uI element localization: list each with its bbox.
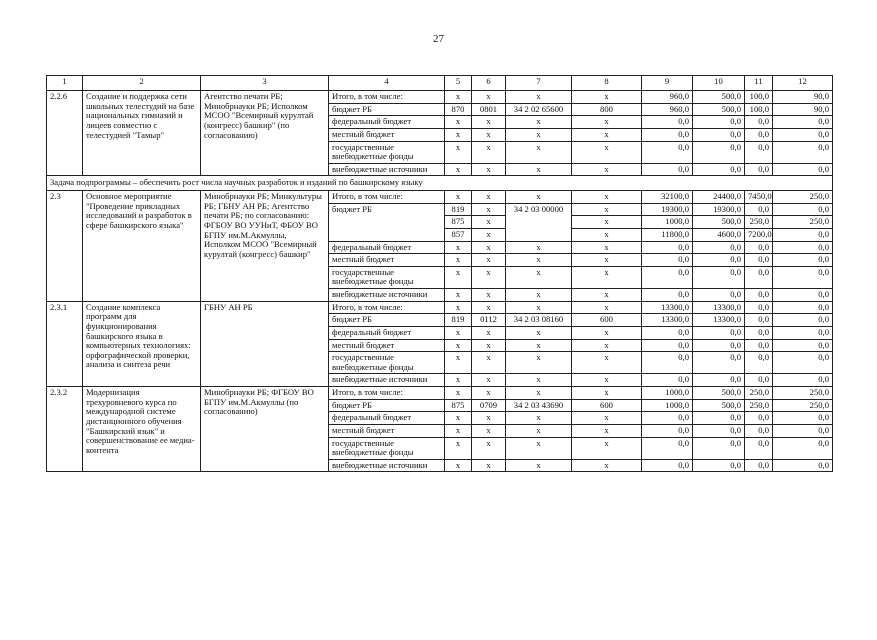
table-cell: 0,0 [745,424,773,437]
measure-231-executor: ГБНУ АН РБ [201,301,329,386]
table-cell: x [445,163,472,176]
table-cell: 0,0 [642,266,693,288]
table-cell: x [445,301,472,314]
table-cell: x [472,412,506,425]
table-cell: x [506,266,572,288]
column-header: 11 [745,76,773,91]
table-cell: 875 [445,399,472,412]
table-cell: 800 [572,103,642,116]
table-cell: 600 [572,314,642,327]
measure-226-number: 2.2.6 [47,91,83,176]
measure-226-row [47,91,833,104]
task-row [47,176,833,191]
table-cell: 0,0 [642,241,693,254]
table-cell: x [472,266,506,288]
measure-226-name: Создание и поддержка сети школьных телестудий на базе национальных гимназий и лицеев совместно с телестудией "Тамыр" [83,91,201,176]
table-cell: 0,0 [745,437,773,459]
table-cell: 0,0 [773,374,833,387]
table-cell: 0,0 [745,301,773,314]
table-cell: 0,0 [642,128,693,141]
table-cell: x [506,352,572,374]
table-cell: x [445,116,472,129]
measure-232-name: Модернизация трехуровневого курса по международной системе дистанционного обучения "Башкирский язык" и совершенствование ее медиа-контента [83,387,201,472]
table-cell: 250,0 [773,191,833,204]
table-cell: x [506,412,572,425]
table-cell: 7450,0 [745,191,773,204]
source-label: внебюджетные источники [329,459,445,472]
table-cell: 34 2 02 65600 [506,103,572,116]
column-header: 9 [642,76,693,91]
table-cell: x [572,91,642,104]
table-cell: 0,0 [693,374,745,387]
table-cell: 34 2 03 08160 [506,314,572,327]
table-cell: 90,0 [773,103,833,116]
table-cell: 0,0 [773,254,833,267]
table-cell: 600 [572,399,642,412]
table-cell: 0,0 [693,424,745,437]
table-cell: 0,0 [642,352,693,374]
table-cell: 0,0 [693,289,745,302]
table-cell: 13300,0 [642,314,693,327]
table-cell: x [472,289,506,302]
table-cell: x [572,141,642,163]
table-cell: 0,0 [745,314,773,327]
source-label: государственные внебюджетные фонды [329,437,445,459]
table-cell: 7200,0 [745,228,773,241]
table-cell: 1000,0 [642,387,693,400]
source-label: федеральный бюджет [329,412,445,425]
table-cell: 0,0 [642,289,693,302]
table-cell: x [472,116,506,129]
table-cell: 0,0 [642,374,693,387]
table-cell: 819 [445,203,472,216]
table-cell: x [506,128,572,141]
table-cell: x [472,203,506,216]
table-cell: 0,0 [745,459,773,472]
table-cell: 0,0 [693,241,745,254]
table-cell: x [472,339,506,352]
table-cell: x [506,91,572,104]
table-cell: 0,0 [745,352,773,374]
table-cell: 34 2 03 43690 [506,399,572,412]
table-cell: 0112 [472,314,506,327]
column-header: 7 [506,76,572,91]
table-cell: x [445,339,472,352]
table-cell: x [445,289,472,302]
table-cell: 0,0 [642,141,693,163]
table-cell: 250,0 [773,216,833,229]
table-cell: 250,0 [773,399,833,412]
source-label: Итого, в том числе: [329,91,445,104]
table-cell: 250,0 [745,399,773,412]
measure-23-number: 2.3 [47,191,83,302]
table-cell: x [445,412,472,425]
table-cell: 0,0 [642,437,693,459]
column-header: 8 [572,76,642,91]
table-cell: x [472,191,506,204]
table-cell: x [506,163,572,176]
table-cell: 500,0 [693,91,745,104]
table-cell: x [472,301,506,314]
table-cell: 0,0 [773,128,833,141]
table-cell: x [572,289,642,302]
table-cell: 0,0 [773,459,833,472]
table-cell: x [572,424,642,437]
table-cell: 0,0 [693,459,745,472]
measure-23-row [47,191,833,204]
column-header: 1 [47,76,83,91]
table-cell: 500,0 [693,387,745,400]
source-label: бюджет РБ [329,103,445,116]
table-cell: 0,0 [773,266,833,288]
table-cell: x [572,352,642,374]
table-cell: x [445,424,472,437]
table-cell: x [572,191,642,204]
table-cell: x [445,352,472,374]
table-cell: x [572,339,642,352]
table-cell: x [472,437,506,459]
table-cell: x [506,116,572,129]
table-cell: 0,0 [693,326,745,339]
table-cell: 0,0 [773,289,833,302]
table-cell: x [506,254,572,267]
table-cell: 0801 [472,103,506,116]
table-cell: x [506,424,572,437]
source-label: федеральный бюджет [329,116,445,129]
source-label: государственные внебюджетные фонды [329,352,445,374]
table-cell: x [445,374,472,387]
table-cell: x [445,266,472,288]
table-cell: x [506,191,572,204]
table-cell: 0,0 [773,314,833,327]
source-label: местный бюджет [329,339,445,352]
table-cell: 0,0 [745,266,773,288]
table-cell: 0,0 [693,254,745,267]
table-cell: 13300,0 [693,314,745,327]
table-cell: 250,0 [773,387,833,400]
measure-231-number: 2.3.1 [47,301,83,386]
table-cell: 0,0 [773,339,833,352]
source-label: бюджет РБ [329,399,445,412]
table-cell: x [572,241,642,254]
table-cell: 0,0 [773,301,833,314]
table-cell: 1000,0 [642,399,693,412]
table-cell: 0,0 [745,203,773,216]
table-cell: 960,0 [642,103,693,116]
table-cell: x [472,128,506,141]
table-cell: 819 [445,314,472,327]
table-cell: 0,0 [745,241,773,254]
source-label: бюджет РБ [329,314,445,327]
table-cell: 0,0 [745,412,773,425]
table-cell: 960,0 [642,91,693,104]
source-label: бюджет РБ [329,203,445,241]
table-cell: x [506,241,572,254]
table-cell: x [472,163,506,176]
header-row [47,76,833,91]
table-cell: 870 [445,103,472,116]
table-cell: 19300,0 [693,203,745,216]
source-label: федеральный бюджет [329,326,445,339]
table-cell: 250,0 [745,216,773,229]
source-label: государственные внебюджетные фонды [329,141,445,163]
table-cell: 0,0 [693,128,745,141]
table-cell: x [445,437,472,459]
table-cell: 0709 [472,399,506,412]
table-cell: x [506,301,572,314]
table-cell: 0,0 [773,228,833,241]
table-cell: x [445,241,472,254]
table-cell: 500,0 [693,103,745,116]
table-cell: 875 [445,216,472,229]
table-cell: 0,0 [693,437,745,459]
table-cell: x [572,412,642,425]
table-cell: 13300,0 [642,301,693,314]
table-cell: x [506,437,572,459]
table-cell: 100,0 [745,91,773,104]
table-cell: 0,0 [773,141,833,163]
table-cell: x [572,203,642,216]
table-cell: x [445,459,472,472]
table-cell: x [572,387,642,400]
table-cell: 500,0 [693,216,745,229]
table-cell: x [472,228,506,241]
source-label: Итого, в том числе: [329,387,445,400]
table-cell: x [445,191,472,204]
table-cell: 19300,0 [642,203,693,216]
table-cell: 0,0 [693,339,745,352]
table-cell: 0,0 [773,424,833,437]
table-cell: x [572,128,642,141]
table-cell: x [506,374,572,387]
column-header: 2 [83,76,201,91]
table-cell: 0,0 [745,374,773,387]
table-cell: x [572,254,642,267]
table-cell: 0,0 [693,141,745,163]
column-header: 5 [445,76,472,91]
table-cell: x [445,128,472,141]
table-cell: 0,0 [773,163,833,176]
table-cell: x [472,254,506,267]
table-cell: x [572,437,642,459]
source-label: внебюджетные источники [329,289,445,302]
column-header: 6 [472,76,506,91]
table-cell: 0,0 [773,116,833,129]
table-cell: 857 [445,228,472,241]
table-cell: 1000,0 [642,216,693,229]
table-cell: 0,0 [745,141,773,163]
kcsr: 34 2 03 00000 [506,203,572,241]
source-label: Итого, в том числе: [329,191,445,204]
table-cell: 0,0 [773,437,833,459]
measure-231-row [47,301,833,314]
table-cell: 0,0 [642,163,693,176]
measure-23-executor: Минобрнауки РБ; Минкультуры РБ; ГБНУ АН РБ; Агентство печати РБ; по согласованию: ФГБОУ ВО УУНиТ, ФБОУ ВО БГПУ им.М.Акмуллы, Исполком МСОО "Всемирный курултай (конгресс) башкир" [201,191,329,302]
table-cell: 13300,0 [693,301,745,314]
task-line: Задача подпрограммы – обеспечить рост числа научных разработок и изданий по башкирскому языку [47,176,833,191]
table-cell: 0,0 [745,116,773,129]
measure-231-name: Создание комплекса программ для функционирования башкирского языка в компьютерных технологиях: орфографической проверки, анализа и синтеза речи [83,301,201,386]
table-cell: x [506,141,572,163]
table-cell: 0,0 [745,326,773,339]
table-cell: 0,0 [773,241,833,254]
table-cell: 90,0 [773,91,833,104]
table-cell: x [506,326,572,339]
table-cell: 0,0 [745,339,773,352]
column-header: 3 [201,76,329,91]
table-cell: x [445,254,472,267]
table-cell: x [572,374,642,387]
table-cell: 0,0 [693,163,745,176]
measure-232-row [47,387,833,400]
table-cell: x [506,289,572,302]
table-cell: x [572,266,642,288]
table-cell: x [472,424,506,437]
measure-23-name: Основное мероприятие "Проведение прикладных исследований и разработок в сфере башкирского языка" [83,191,201,302]
table-cell: x [572,326,642,339]
table-cell: x [472,91,506,104]
page-number: 27 [433,33,444,45]
source-label: внебюджетные источники [329,374,445,387]
table-cell: 0,0 [693,352,745,374]
table-cell: 0,0 [642,459,693,472]
column-header: 10 [693,76,745,91]
table-cell: x [472,141,506,163]
table-cell: x [572,228,642,241]
table-cell: x [472,387,506,400]
table-cell: 250,0 [745,387,773,400]
source-label: Итого, в том числе: [329,301,445,314]
measure-232-number: 2.3.2 [47,387,83,472]
table-cell: 32100,0 [642,191,693,204]
table-cell: x [472,459,506,472]
table-cell: 0,0 [693,412,745,425]
table-cell: x [445,326,472,339]
table-cell: x [445,91,472,104]
table-cell: x [506,339,572,352]
financing-table [46,75,833,472]
source-label: федеральный бюджет [329,241,445,254]
source-label: внебюджетные источники [329,163,445,176]
source-label: местный бюджет [329,254,445,267]
source-label: местный бюджет [329,424,445,437]
table-cell: 0,0 [745,289,773,302]
table-cell: 500,0 [693,399,745,412]
table-cell: 0,0 [693,266,745,288]
table-cell: 0,0 [745,254,773,267]
table-cell: 0,0 [745,128,773,141]
table-cell: x [472,374,506,387]
table-cell: 0,0 [642,116,693,129]
table-cell: x [472,352,506,374]
table-cell: 24400,0 [693,191,745,204]
table-cell: x [472,326,506,339]
table-cell: x [506,387,572,400]
column-header: 4 [329,76,445,91]
table-cell: x [445,387,472,400]
table-cell: 0,0 [773,352,833,374]
source-label: государственные внебюджетные фонды [329,266,445,288]
source-label: местный бюджет [329,128,445,141]
table-cell: x [506,459,572,472]
table-cell: x [445,141,472,163]
table-cell: x [572,216,642,229]
column-header: 12 [773,76,833,91]
table-cell: x [572,116,642,129]
table-cell: x [472,216,506,229]
table-cell: 0,0 [745,163,773,176]
table-cell: x [572,163,642,176]
table-cell: 0,0 [642,326,693,339]
table-cell: 0,0 [773,412,833,425]
table-cell: x [472,241,506,254]
table-cell: x [572,301,642,314]
table-cell: 0,0 [773,203,833,216]
measure-232-executor: Минобрнауки РБ; ФГБОУ ВО БГПУ им.М.Акмуллы (по согласованию) [201,387,329,472]
table-cell: 100,0 [745,103,773,116]
table-cell: 0,0 [642,412,693,425]
measure-226-executor: Агентство печати РБ; Минобрнауки РБ; Исполком МСОО "Всемирный курултай (конгресс) башкир" (по согласованию) [201,91,329,176]
table-cell: 0,0 [642,254,693,267]
table-cell: x [572,459,642,472]
table-cell: 0,0 [693,116,745,129]
table-cell: 0,0 [642,339,693,352]
table-cell: 0,0 [642,424,693,437]
table-cell: 11800,0 [642,228,693,241]
table-cell: 4600,0 [693,228,745,241]
table-cell: 0,0 [773,326,833,339]
